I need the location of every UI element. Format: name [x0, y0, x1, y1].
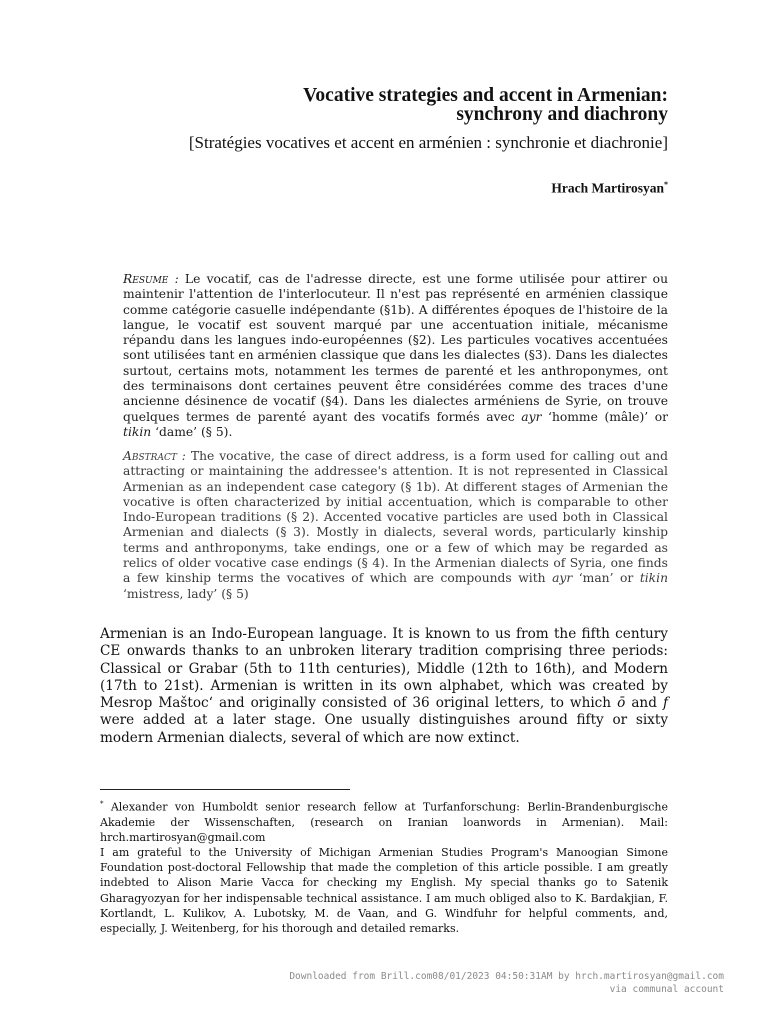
body-paragraph — [100, 626, 668, 747]
english-abstract — [123, 449, 668, 602]
title-line-2: synchrony and diachrony — [456, 104, 668, 125]
abstract-text-2: ‘man’ or — [572, 571, 640, 586]
abstract-label: Abstract : — [123, 449, 186, 463]
footnote-affiliation-text: Alexander von Humboldt senior research fellow at Turfanforschung: Berlin-Brandenburgische Akademie der Wissenschaften, (research on Iranian loanwords in Armenian). Mail: hrch.martirosyan@gmail.com — [100, 800, 668, 845]
resume-text-1: Le vocatif, cas de l'adresse directe, est une forme utilisée pour attirer ou maintenir l'attention de l'interlocuteur. Il n'est pas représenté en arménien classique comme catégorie casuelle indépendante (§1b). A différentes époques de l'histoire de la langue, le vocatif est souvent marqué par une accentuation initiale, mécanisme répandu dans les langues indo-européennes (§2). Les particules vocatives accentuées sont utilisées tant en arménien classique que dans les dialectes (§3). Dans les dialectes surtout, certains mots, notamment les termes de parenté et les anthroponymes, ont des terminaisons dont certaines peuvent être considérées comme des traces d'une ancienne désinence de vocatif (§4). Dans les dialectes arméniens de Syrie, on trouve quelques termes de parenté ayant des vocatifs formés avec — [123, 272, 668, 424]
footnote-separator — [100, 789, 350, 790]
body-letter-o-macron: ō — [617, 695, 626, 712]
resume-text-2: ‘homme (mâle)’ or — [541, 409, 669, 424]
resume-term-tikin: tikin — [123, 424, 152, 439]
footnote-mark: * — [100, 800, 104, 808]
author-text: Hrach Martirosyan — [551, 180, 664, 196]
author-footnote-mark: * — [664, 180, 668, 189]
article-title — [100, 86, 668, 124]
abstract-term-tikin: tikin — [639, 571, 668, 586]
french-subtitle: [Stratégies vocatives et accent en arménien : synchronie et diachronie] — [188, 133, 668, 152]
abstract-term-ayr: ayr — [552, 571, 573, 586]
body-text-2: and — [625, 695, 663, 712]
body-text-3: were added at a later stage. One usually distinguishes around fifty or sixty modern Armenian dialects, several of which are now extinct. — [100, 712, 668, 746]
body-text-1: Armenian is an Indo-European language. It is known to us from the fifth century CE onwards thanks to an unbroken literary tradition comprising three periods: Classical or Grabar (5th to 11th centuries), Middle (12th to 16th), and Modern (17th to 21st). Armenian is written in its own alphabet, which was created by Mesrop Maštocʻ and originally consisted of 36 original letters, to which — [100, 626, 668, 712]
resume-text-3: ‘dame’ (§ 5). — [151, 424, 233, 439]
footnote-acknowledgements: I am grateful to the University of Michigan Armenian Studies Program's Manoogian Simone Foundation post-doctoral Fellowship that made the completion of this article possible. I am greatly indebted to Alison Marie Vacca for checking my English. My special thanks go to Satenik Gharagyozyan for her indispensable technical assistance. I am much obliged also to K. Bardakjian, F. Kortlandt, L. Kulikov, A. Lubotsky, M. de Vaan, and G. Windfuhr for helpful comments, and, especially, J. Weitenberg, for his thorough and detailed remarks. — [100, 846, 668, 936]
download-watermark — [200, 970, 724, 996]
title-line-1: Vocative strategies and accent in Armenian: — [303, 85, 668, 106]
abstract-text-3: ‘mistress, lady’ (§ 5) — [123, 586, 249, 601]
french-abstract — [123, 272, 668, 440]
abstract-text-1: The vocative, the case of direct address, is a form used for calling out and attracting or maintaining the addressee's attention. It is not represented in Classical Armenian as an independent case category (§ 1b). At different stages of Armenian the vocative is often characterized by initial accentuation, which is comparable to other Indo-European traditions (§ 2). Accented vocative particles are used both in Classical Armenian and dialects (§ 3). Mostly in dialects, several words, particularly kinship terms and anthroponyms, take endings, one or a few of which may be regarded as relics of older vocative case endings (§ 4). In the Armenian dialects of Syria, one finds a few kinship terms the vocatives of which are compounds with — [123, 449, 668, 586]
resume-term-ayr: ayr — [521, 409, 542, 424]
body-letter-f: f — [662, 695, 668, 712]
resume-label: Resume : — [123, 272, 179, 286]
download-line-1: Downloaded from Brill.com08/01/2023 04:50:31AM by hrch.martirosyan@gmail.com — [289, 971, 724, 982]
download-line-2: via communal account — [609, 984, 724, 995]
author-name — [400, 180, 668, 197]
footnote-affiliation — [100, 797, 668, 845]
